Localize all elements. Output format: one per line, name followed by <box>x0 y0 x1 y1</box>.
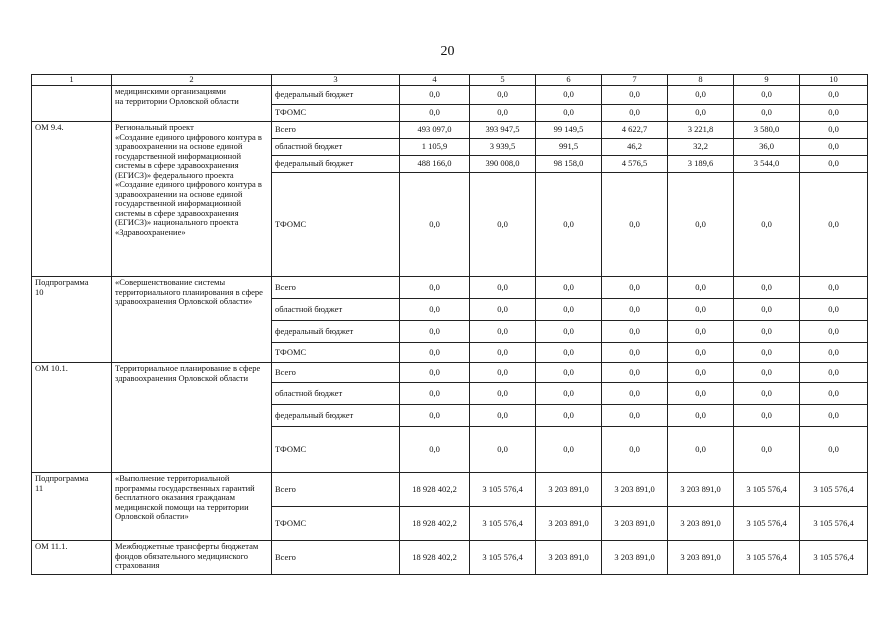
value-cell: 0,0 <box>536 173 602 277</box>
funding-source: ТФОМС <box>272 343 400 363</box>
value-cell: 4 622,7 <box>602 122 668 139</box>
value-cell: 3 939,5 <box>470 139 536 156</box>
value-cell: 3 105 576,4 <box>470 507 536 541</box>
value-cell: 0,0 <box>470 86 536 105</box>
value-cell: 3 221,8 <box>668 122 734 139</box>
row-code: ОМ 9.4. <box>32 122 112 277</box>
value-cell: 0,0 <box>470 321 536 343</box>
value-cell: 0,0 <box>800 343 868 363</box>
value-cell: 0,0 <box>602 405 668 427</box>
value-cell: 0,0 <box>602 363 668 383</box>
value-cell: 0,0 <box>470 405 536 427</box>
value-cell: 3 105 576,4 <box>470 473 536 507</box>
value-cell: 0,0 <box>800 86 868 105</box>
value-cell: 0,0 <box>734 383 800 405</box>
funding-source: федеральный бюджет <box>272 321 400 343</box>
column-header-8: 8 <box>668 75 734 86</box>
value-cell: 3 105 576,4 <box>734 507 800 541</box>
value-cell: 0,0 <box>536 363 602 383</box>
value-cell: 3 105 576,4 <box>800 541 868 575</box>
value-cell: 32,2 <box>668 139 734 156</box>
value-cell: 0,0 <box>668 105 734 122</box>
column-header-10: 10 <box>800 75 868 86</box>
value-cell: 0,0 <box>734 363 800 383</box>
value-cell: 0,0 <box>536 277 602 299</box>
value-cell: 0,0 <box>400 173 470 277</box>
column-header-4: 4 <box>400 75 470 86</box>
funding-source: Всего <box>272 473 400 507</box>
value-cell: 0,0 <box>602 105 668 122</box>
value-cell: 0,0 <box>470 343 536 363</box>
value-cell: 0,0 <box>668 86 734 105</box>
header-row <box>32 75 868 86</box>
value-cell: 0,0 <box>734 277 800 299</box>
value-cell: 0,0 <box>800 139 868 156</box>
value-cell: 0,0 <box>536 299 602 321</box>
funding-source: ТФОМС <box>272 427 400 473</box>
funding-source: Всего <box>272 277 400 299</box>
row-name: Территориальное планирование в сфере здравоохранения Орловской области <box>112 363 272 473</box>
value-cell: 3 105 576,4 <box>470 541 536 575</box>
value-cell: 3 105 576,4 <box>800 507 868 541</box>
funding-source: областной бюджет <box>272 139 400 156</box>
value-cell: 0,0 <box>734 405 800 427</box>
column-header-5: 5 <box>470 75 536 86</box>
value-cell: 99 149,5 <box>536 122 602 139</box>
column-header-1: 1 <box>32 75 112 86</box>
value-cell: 0,0 <box>800 156 868 173</box>
value-cell: 3 203 891,0 <box>668 507 734 541</box>
funding-source: Всего <box>272 541 400 575</box>
value-cell: 0,0 <box>668 173 734 277</box>
funding-source: ТФОМС <box>272 507 400 541</box>
value-cell: 46,2 <box>602 139 668 156</box>
value-cell: 0,0 <box>470 383 536 405</box>
funding-source: областной бюджет <box>272 383 400 405</box>
value-cell: 1 105,9 <box>400 139 470 156</box>
value-cell: 0,0 <box>668 299 734 321</box>
value-cell: 3 203 891,0 <box>536 473 602 507</box>
value-cell: 3 203 891,0 <box>602 507 668 541</box>
value-cell: 0,0 <box>734 427 800 473</box>
table-row <box>32 541 868 575</box>
value-cell: 3 203 891,0 <box>668 541 734 575</box>
funding-source: федеральный бюджет <box>272 156 400 173</box>
value-cell: 0,0 <box>536 321 602 343</box>
value-cell: 0,0 <box>602 277 668 299</box>
value-cell: 0,0 <box>400 363 470 383</box>
funding-source: Всего <box>272 363 400 383</box>
value-cell: 0,0 <box>668 363 734 383</box>
value-cell: 0,0 <box>602 343 668 363</box>
value-cell: 0,0 <box>800 105 868 122</box>
value-cell: 3 203 891,0 <box>602 541 668 575</box>
value-cell: 3 105 576,4 <box>800 473 868 507</box>
value-cell: 3 203 891,0 <box>536 541 602 575</box>
value-cell: 0,0 <box>470 427 536 473</box>
value-cell: 0,0 <box>800 277 868 299</box>
value-cell: 0,0 <box>800 427 868 473</box>
column-header-2: 2 <box>112 75 272 86</box>
value-cell: 0,0 <box>536 343 602 363</box>
value-cell: 0,0 <box>734 343 800 363</box>
table-row <box>32 473 868 507</box>
value-cell: 0,0 <box>602 383 668 405</box>
value-cell: 0,0 <box>734 299 800 321</box>
value-cell: 0,0 <box>470 363 536 383</box>
value-cell: 991,5 <box>536 139 602 156</box>
value-cell: 0,0 <box>668 427 734 473</box>
value-cell: 0,0 <box>668 343 734 363</box>
value-cell: 393 947,5 <box>470 122 536 139</box>
value-cell: 0,0 <box>536 105 602 122</box>
value-cell: 3 203 891,0 <box>602 473 668 507</box>
value-cell: 4 576,5 <box>602 156 668 173</box>
value-cell: 0,0 <box>668 321 734 343</box>
value-cell: 36,0 <box>734 139 800 156</box>
value-cell: 0,0 <box>668 405 734 427</box>
funding-source: ТФОМС <box>272 105 400 122</box>
row-code <box>32 86 112 122</box>
value-cell: 0,0 <box>470 105 536 122</box>
value-cell: 0,0 <box>602 427 668 473</box>
value-cell: 0,0 <box>400 321 470 343</box>
value-cell: 0,0 <box>734 105 800 122</box>
value-cell: 0,0 <box>734 321 800 343</box>
value-cell: 493 097,0 <box>400 122 470 139</box>
value-cell: 0,0 <box>800 405 868 427</box>
value-cell: 3 203 891,0 <box>536 507 602 541</box>
row-code: ОМ 11.1. <box>32 541 112 575</box>
value-cell: 0,0 <box>470 277 536 299</box>
value-cell: 0,0 <box>602 299 668 321</box>
row-code: Подпрограмма 11 <box>32 473 112 541</box>
value-cell: 98 158,0 <box>536 156 602 173</box>
value-cell: 0,0 <box>800 363 868 383</box>
column-header-9: 9 <box>734 75 800 86</box>
funding-source: областной бюджет <box>272 299 400 321</box>
value-cell: 0,0 <box>536 427 602 473</box>
row-code: ОМ 10.1. <box>32 363 112 473</box>
value-cell: 3 580,0 <box>734 122 800 139</box>
table-row <box>32 277 868 299</box>
value-cell: 0,0 <box>602 86 668 105</box>
value-cell: 0,0 <box>400 277 470 299</box>
funding-source: Всего <box>272 122 400 139</box>
value-cell: 0,0 <box>668 383 734 405</box>
column-header-3: 3 <box>272 75 400 86</box>
value-cell: 0,0 <box>400 105 470 122</box>
value-cell: 3 189,6 <box>668 156 734 173</box>
row-name: Региональный проект «Создание единого цифрового контура в здравоохранении на основе единой государственной информационной системы в сфере здравоохранения (ЕГИСЗ)» федерального проекта «Создание единого цифрового контура в здравоохранении на основе единой государственной информационной системы в сфере здравоохранения (ЕГИСЗ)» национального проекта «Здравоохранение» <box>112 122 272 277</box>
value-cell: 0,0 <box>536 383 602 405</box>
value-cell: 0,0 <box>400 427 470 473</box>
column-header-7: 7 <box>602 75 668 86</box>
value-cell: 18 928 402,2 <box>400 541 470 575</box>
row-name: «Выполнение территориальной программы государственных гарантий бесплатного оказания гражданам медицинской помощи на территории Орловской области» <box>112 473 272 541</box>
value-cell: 0,0 <box>602 173 668 277</box>
value-cell: 3 105 576,4 <box>734 541 800 575</box>
value-cell: 0,0 <box>800 122 868 139</box>
value-cell: 3 105 576,4 <box>734 473 800 507</box>
value-cell: 0,0 <box>470 299 536 321</box>
table-row <box>32 363 868 383</box>
value-cell: 0,0 <box>668 277 734 299</box>
funding-source: федеральный бюджет <box>272 405 400 427</box>
value-cell: 0,0 <box>800 173 868 277</box>
table-row <box>32 122 868 139</box>
value-cell: 0,0 <box>800 321 868 343</box>
funding-source: ТФОМС <box>272 173 400 277</box>
value-cell: 0,0 <box>400 343 470 363</box>
row-name: Межбюджетные трансферты бюджетам фондов обязательного медицинского страхования <box>112 541 272 575</box>
row-code: Подпрограмма 10 <box>32 277 112 363</box>
value-cell: 0,0 <box>400 405 470 427</box>
page-number: 20 <box>440 44 455 59</box>
column-header-6: 6 <box>536 75 602 86</box>
value-cell: 0,0 <box>734 86 800 105</box>
value-cell: 0,0 <box>602 321 668 343</box>
value-cell: 0,0 <box>536 405 602 427</box>
value-cell: 0,0 <box>800 299 868 321</box>
value-cell: 488 166,0 <box>400 156 470 173</box>
value-cell: 0,0 <box>734 173 800 277</box>
row-name: медицинскими организациями на территории Орловской области <box>112 86 272 122</box>
value-cell: 3 544,0 <box>734 156 800 173</box>
value-cell: 18 928 402,2 <box>400 473 470 507</box>
value-cell: 0,0 <box>800 383 868 405</box>
value-cell: 3 203 891,0 <box>668 473 734 507</box>
value-cell: 0,0 <box>400 383 470 405</box>
value-cell: 0,0 <box>536 86 602 105</box>
row-name: «Совершенствование системы территориального планирования в сфере здравоохранения Орловской области» <box>112 277 272 363</box>
value-cell: 18 928 402,2 <box>400 507 470 541</box>
value-cell: 0,0 <box>400 86 470 105</box>
value-cell: 0,0 <box>400 299 470 321</box>
value-cell: 0,0 <box>470 173 536 277</box>
value-cell: 390 008,0 <box>470 156 536 173</box>
budget-table <box>31 74 868 575</box>
table-row <box>32 86 868 105</box>
funding-source: федеральный бюджет <box>272 86 400 105</box>
